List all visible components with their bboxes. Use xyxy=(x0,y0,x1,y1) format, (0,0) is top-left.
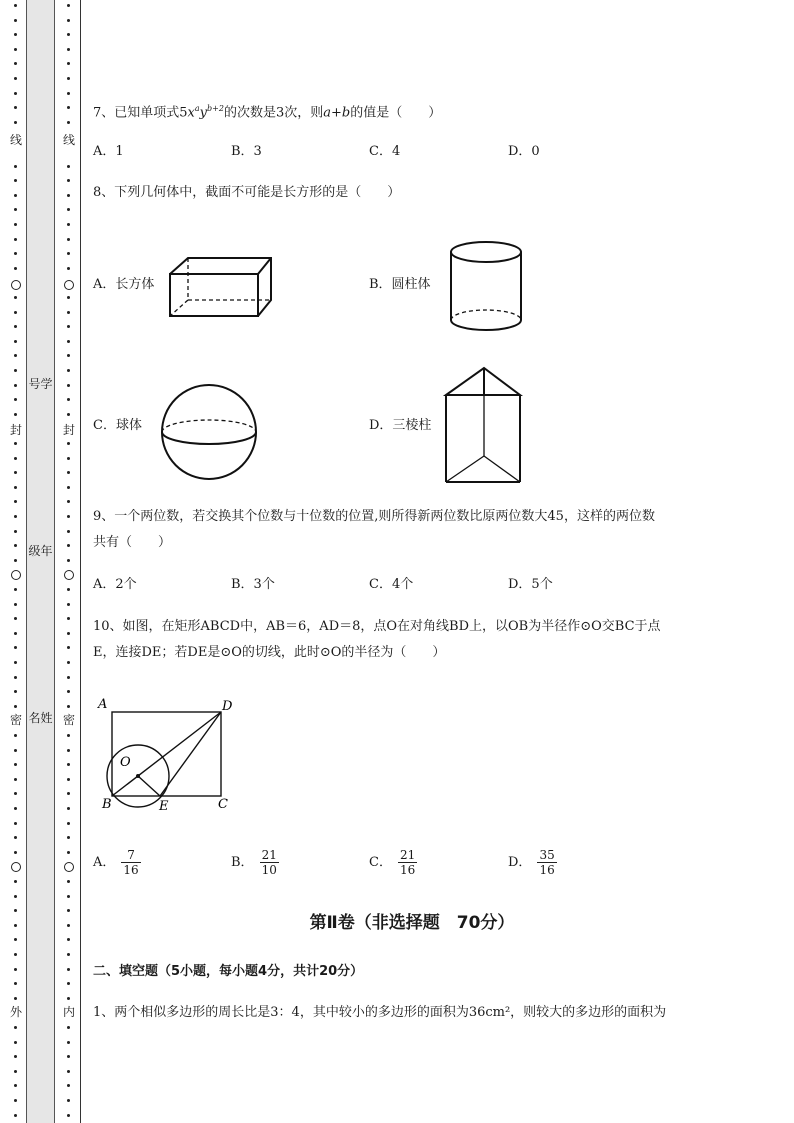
margin-dot xyxy=(14,588,17,591)
question-9-line1: 9、一个两位数，若交换其个位数与十位数的位置,则所得新两位数比原两位数大45，这样的两位数 xyxy=(93,509,655,524)
margin-dot xyxy=(14,880,17,883)
margin-dot xyxy=(14,632,17,635)
margin-dot xyxy=(67,997,70,1000)
margin-dot xyxy=(14,1026,17,1029)
margin-dot xyxy=(67,223,70,226)
margin-dot xyxy=(67,749,70,752)
margin-dot xyxy=(14,19,17,22)
margin-dot xyxy=(14,340,17,343)
q7-option-d: D．0 xyxy=(508,144,540,159)
margin-dot xyxy=(14,384,17,387)
margin-dot xyxy=(67,325,70,328)
margin-dot xyxy=(67,77,70,80)
margin-dot xyxy=(14,559,17,562)
margin-dot xyxy=(14,1041,17,1044)
margin-dot xyxy=(14,398,17,401)
margin-dot xyxy=(14,792,17,795)
margin-dot xyxy=(14,208,17,211)
q7-option-b: B．3 xyxy=(231,144,262,159)
q10-option-a-denominator: 16 xyxy=(123,863,139,877)
margin-mark: 内 xyxy=(62,1005,75,1019)
margin-dot xyxy=(67,938,70,941)
margin-dot xyxy=(67,33,70,36)
student-id-label: 号学 xyxy=(28,377,53,391)
margin-dot xyxy=(14,938,17,941)
margin-dot xyxy=(14,369,17,372)
triangular-prism-figure xyxy=(440,364,526,486)
q8-option-c: C．球体 xyxy=(93,418,142,433)
label-c: C xyxy=(218,797,228,812)
q7-exp-a: a xyxy=(194,104,200,113)
q8-option-b: B．圆柱体 xyxy=(369,277,431,292)
margin-mark: 密 xyxy=(62,713,75,727)
margin-dot xyxy=(67,296,70,299)
q10-option-b-denominator: 10 xyxy=(261,863,277,877)
margin-dot xyxy=(67,1026,70,1029)
margin-dot xyxy=(14,4,17,7)
q8-option-a: A．长方体 xyxy=(93,277,155,292)
question-7 xyxy=(93,96,441,126)
q10-option-b-numerator: 21 xyxy=(261,848,277,862)
margin-mark: 封 xyxy=(9,423,22,437)
margin-divider xyxy=(80,0,81,1123)
margin-dot xyxy=(67,851,70,854)
margin-dot xyxy=(14,325,17,328)
margin-dot xyxy=(67,165,70,168)
margin-circle-icon xyxy=(64,862,74,872)
grade-label: 级年 xyxy=(28,544,53,558)
margin-dot xyxy=(14,953,17,956)
margin-dot xyxy=(14,33,17,36)
margin-mark: 封 xyxy=(62,423,75,437)
margin-dot xyxy=(67,4,70,7)
margin-dot xyxy=(14,471,17,474)
q10-option-d xyxy=(508,848,557,877)
q10-option-c-numerator: 21 xyxy=(399,848,416,862)
student-info-band xyxy=(26,0,55,1123)
margin-dot xyxy=(67,311,70,314)
margin-dot xyxy=(14,646,17,649)
margin-dot xyxy=(67,62,70,65)
q7-middle: 的次数是3次，则 xyxy=(223,105,324,121)
q10-option-d-letter: D． xyxy=(508,855,532,870)
margin-dot xyxy=(67,267,70,270)
q10-option-a-letter: A． xyxy=(93,855,116,870)
margin-dot xyxy=(14,179,17,182)
margin-dot xyxy=(67,515,70,518)
margin-dot xyxy=(67,121,70,124)
margin-dot xyxy=(67,486,70,489)
margin-dot xyxy=(67,661,70,664)
margin-dot xyxy=(67,1114,70,1117)
label-b: B xyxy=(102,797,112,812)
margin-dot xyxy=(14,749,17,752)
margin-dot xyxy=(67,106,70,109)
margin-dot xyxy=(67,690,70,693)
margin-dot xyxy=(14,238,17,241)
margin-dot xyxy=(67,92,70,95)
margin-dot xyxy=(14,500,17,503)
margin-mark: 外 xyxy=(9,1005,22,1019)
q7-suffix: 的值是（ ） xyxy=(350,105,442,121)
q10-option-a-numerator: 7 xyxy=(121,848,140,863)
margin-dot xyxy=(14,851,17,854)
margin-dot xyxy=(67,252,70,255)
margin-dot xyxy=(67,471,70,474)
q7-prefix: 7、已知单项式5 xyxy=(93,105,188,121)
margin-dot xyxy=(14,194,17,197)
margin-dot xyxy=(14,836,17,839)
margin-dot xyxy=(14,223,17,226)
margin-dot xyxy=(14,1114,17,1117)
q10-option-c-letter: C． xyxy=(369,855,392,870)
margin-dot xyxy=(14,92,17,95)
margin-circle-icon xyxy=(64,570,74,580)
q10-option-b xyxy=(231,848,279,877)
margin-dot xyxy=(67,544,70,547)
name-label: 名姓 xyxy=(28,711,53,725)
q10-option-a xyxy=(93,848,141,877)
margin-dot xyxy=(67,1070,70,1073)
question-10-line2: E，连接DE；若DE是⊙O的切线，此时⊙O的半径为（ ） xyxy=(93,645,446,660)
margin-dot xyxy=(67,763,70,766)
margin-dot xyxy=(14,997,17,1000)
q9-option-b: B．3个 xyxy=(231,577,275,592)
q8-option-d: D．三棱柱 xyxy=(369,418,432,433)
margin-dot xyxy=(14,968,17,971)
margin-dot xyxy=(14,62,17,65)
margin-dot xyxy=(14,457,17,460)
margin-dot xyxy=(14,895,17,898)
margin-circle-icon xyxy=(11,570,21,580)
margin-dot xyxy=(14,252,17,255)
q7-var-y: y xyxy=(199,105,208,121)
margin-mark: 线 xyxy=(9,133,22,147)
label-o: O xyxy=(120,755,131,770)
q7-var-x: x xyxy=(187,105,195,121)
margin-dot xyxy=(67,734,70,737)
margin-dot xyxy=(67,413,70,416)
label-a: A xyxy=(98,697,108,712)
margin-dot xyxy=(14,807,17,810)
margin-dot xyxy=(14,778,17,781)
margin-dot xyxy=(67,384,70,387)
margin-dot xyxy=(67,1055,70,1058)
margin-dot xyxy=(67,457,70,460)
margin-circle-icon xyxy=(11,862,21,872)
margin-dot xyxy=(14,617,17,620)
margin-dot xyxy=(67,442,70,445)
margin-dot xyxy=(14,354,17,357)
margin-dot xyxy=(14,603,17,606)
margin-dot xyxy=(67,676,70,679)
margin-dot xyxy=(67,194,70,197)
margin-dot xyxy=(67,179,70,182)
margin-dot xyxy=(14,413,17,416)
margin-dot xyxy=(14,690,17,693)
margin-dot xyxy=(14,486,17,489)
margin-dot xyxy=(67,1041,70,1044)
margin-circle-icon xyxy=(64,280,74,290)
margin-dot xyxy=(67,778,70,781)
q9-option-a: A．2个 xyxy=(93,577,137,592)
margin-dot xyxy=(14,165,17,168)
margin-dot xyxy=(67,632,70,635)
margin-dot xyxy=(67,398,70,401)
margin-dot xyxy=(14,530,17,533)
margin-dot xyxy=(67,968,70,971)
margin-dot xyxy=(67,792,70,795)
margin-dot xyxy=(14,311,17,314)
margin-dot xyxy=(14,982,17,985)
margin-dot xyxy=(14,763,17,766)
fill-question-1: 1、两个相似多边形的周长比是3：4，其中较小的多边形的面积为36cm²，则较大的多边形的面积为 xyxy=(93,1005,667,1020)
margin-dot xyxy=(67,1084,70,1087)
rectangle-circle-figure xyxy=(92,692,242,816)
margin-dot xyxy=(14,48,17,51)
question-8-stem: 8、下列几何体中，截面不可能是长方形的是（ ） xyxy=(93,185,401,200)
margin-dot xyxy=(67,705,70,708)
fill-in-blank-heading: 二、填空题（5小题，每小题4分，共计20分） xyxy=(93,964,364,979)
margin-dot xyxy=(67,836,70,839)
q7-option-a: A．1 xyxy=(93,144,124,159)
margin-dot xyxy=(67,500,70,503)
margin-dot xyxy=(14,515,17,518)
q9-option-c: C．4个 xyxy=(369,577,414,592)
q10-option-b-letter: B． xyxy=(231,855,254,870)
margin-dot xyxy=(67,807,70,810)
margin-dot xyxy=(14,442,17,445)
q10-option-d-denominator: 16 xyxy=(539,863,555,877)
outer-dotted-line xyxy=(9,0,23,1123)
margin-dot xyxy=(14,661,17,664)
margin-circle-icon xyxy=(11,280,21,290)
margin-dot xyxy=(67,588,70,591)
label-d: D xyxy=(222,699,233,714)
margin-dot xyxy=(67,48,70,51)
margin-dot xyxy=(14,121,17,124)
q7-expr: a+b xyxy=(323,105,351,121)
margin-dot xyxy=(67,354,70,357)
cylinder-figure xyxy=(446,238,526,334)
sphere-figure xyxy=(158,381,260,483)
margin-dot xyxy=(14,822,17,825)
margin-dot xyxy=(14,544,17,547)
margin-dot xyxy=(67,982,70,985)
margin-dot xyxy=(67,953,70,956)
margin-dot xyxy=(14,106,17,109)
q10-option-c-denominator: 16 xyxy=(399,863,416,877)
margin-dot xyxy=(14,1099,17,1102)
binding-margin xyxy=(0,0,82,1123)
margin-dot xyxy=(67,19,70,22)
margin-dot xyxy=(67,617,70,620)
q7-option-c: C．4 xyxy=(369,144,401,159)
margin-dot xyxy=(67,1099,70,1102)
margin-dot xyxy=(67,530,70,533)
margin-dot xyxy=(14,1084,17,1087)
margin-dot xyxy=(67,603,70,606)
margin-dot xyxy=(67,208,70,211)
margin-dot xyxy=(67,238,70,241)
question-9-line2: 共有（ ） xyxy=(93,535,172,550)
margin-dot xyxy=(14,77,17,80)
margin-dot xyxy=(14,705,17,708)
q7-exp-b: b+2 xyxy=(207,104,224,113)
inner-dotted-line xyxy=(62,0,76,1123)
margin-dot xyxy=(67,646,70,649)
margin-dot xyxy=(14,1070,17,1073)
section-2-title: 第Ⅱ卷（非选择题 70分） xyxy=(309,913,515,933)
margin-dot xyxy=(67,559,70,562)
margin-dot xyxy=(14,1055,17,1058)
margin-dot xyxy=(14,267,17,270)
margin-dot xyxy=(67,895,70,898)
margin-dot xyxy=(14,676,17,679)
margin-dot xyxy=(67,880,70,883)
cuboid-figure xyxy=(166,255,276,321)
q9-option-d: D．5个 xyxy=(508,577,553,592)
margin-dot xyxy=(14,296,17,299)
margin-mark: 密 xyxy=(9,713,22,727)
label-e: E xyxy=(159,799,169,814)
q10-option-d-numerator: 35 xyxy=(539,848,555,862)
margin-dot xyxy=(67,369,70,372)
margin-mark: 线 xyxy=(62,133,75,147)
margin-dot xyxy=(67,340,70,343)
q10-option-c xyxy=(369,848,417,877)
question-10-line1: 10、如图，在矩形ABCD中，AB＝6，AD＝8，点O在对角线BD上，以OB为半径作⊙O交BC于点 xyxy=(93,619,661,634)
margin-dot xyxy=(67,822,70,825)
margin-dot xyxy=(14,734,17,737)
